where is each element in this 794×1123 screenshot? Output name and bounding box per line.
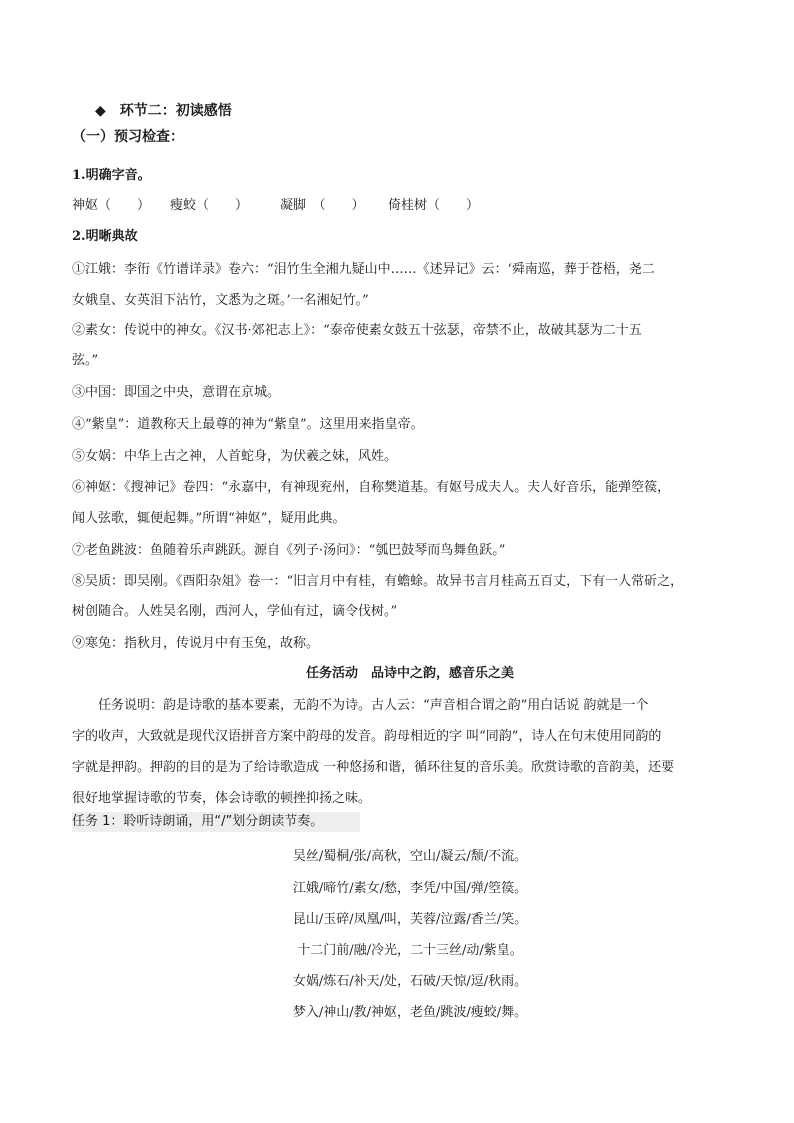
section-heading	[95, 103, 232, 119]
note-line: ⑨寒兔：指秋月，传说月中有玉兔，故称。	[72, 636, 320, 651]
blank-item: 凝脚 （ ）	[280, 198, 365, 213]
poem-line: 梦入/神山/教/神妪，老鱼/跳波/瘦蛟/舞。	[292, 1005, 528, 1020]
note-line: 闻人弦歌，辄便起舞。”所谓“神妪”，疑用此典。	[72, 511, 346, 526]
activity-desc-line: 很好地掌握诗歌的节奏，体会诗歌的顿挫抑扬之味。	[72, 791, 372, 806]
note-line: 女娥皇、女英泪下沾竹，文悉为之斑。’一名湘妃竹。”	[72, 293, 369, 308]
note-line: ⑤女娲：中华上古之神，人首蛇身，为伏羲之妹，风姓。	[72, 449, 398, 464]
diamond-bullet-icon: ◆	[95, 103, 106, 119]
poem-line: 十二门前/融/冷光，二十三丝/动/紫皇。	[297, 943, 523, 958]
activity-desc-line: 任务说明：韵是诗歌的基本要素，无韵不为诗。古人云：“声音相合谓之韵”用白话说 韵就是一个	[98, 698, 649, 713]
note-line: ⑦老鱼跳波：鱼随着乐声跳跃。源自《列子·汤问》：“瓠巴鼓琴而鸟舞鱼跃。”	[72, 543, 506, 558]
note-line: 弦。”	[72, 353, 99, 368]
activity-desc-line: 字的收声，大致就是现代汉语拼音方案中韵母的发音。韵母相近的字 叫“同韵”，诗人在句末使用同韵的	[72, 729, 662, 744]
note-line: ②素女：传说中的神女。《汉书·郊祀志上》：“泰帝使素女鼓五十弦瑟，帝禁不止，故破其瑟为二十五	[72, 323, 642, 338]
note-line: ③中国：即国之中央，意谓在京城。	[72, 385, 281, 400]
blank-item: 神妪（ ）	[72, 198, 151, 213]
activity-title: 任务活动 品诗中之韵，感音乐之美	[305, 666, 514, 681]
q1-title: 1.明确字音。	[72, 168, 151, 183]
note-line: ①江娥：李衎《竹谱详录》卷六：“泪竹生全湘九疑山中……《述异记》云：‘舜南巡，葬于苍梧，尧二	[72, 262, 655, 277]
poem-line: 吴丝/蜀桐/张/高秋，空山/凝云/颓/不流。	[292, 849, 528, 864]
q2-title: 2.明晰典故	[72, 229, 138, 244]
note-line: ⑧吴质：即吴刚。《酉阳杂俎》卷一：“旧言月中有桂，有蟾蜍。故异书言月桂高五百丈，下有一人常斫之，	[72, 574, 684, 589]
note-line: ④“紫皇”：道教称天上最尊的神为“紫皇”。这里用来指皇帝。	[72, 417, 424, 432]
activity-desc-line: 字就是押韵。押韵的目的是为了给诗歌造成 一种悠扬和谐，循环往复的音乐美。欣赏诗歌的音韵美，还要	[72, 760, 675, 775]
poem-line: 江娥/啼竹/素女/愁，李凭/中国/弹/箜篌。	[292, 881, 528, 896]
task1-instruction: 任务 1：聆听诗朗诵，用“/”划分朗读节奏。	[72, 814, 324, 829]
note-line: 树创随合。人姓吴名刚，西河人，学仙有过，谪令伐树。”	[72, 604, 398, 619]
pronunciation-row	[72, 198, 479, 214]
note-line: ⑥神妪：《搜神记》卷四：“永嘉中，有神现兖州，自称樊道基。有妪号成夫人。夫人好音乐，能弹箜篌，	[72, 480, 671, 495]
subsection-title: （一）预习检查：	[72, 129, 184, 145]
blank-item: 瘦蛟（ ）	[170, 198, 249, 213]
section-title: 环节二：初读感悟	[119, 103, 232, 119]
poem-line: 女娲/炼石/补天/处，石破/天惊/逗/秋雨。	[292, 974, 528, 989]
blank-item: 倚桂树（ ）	[388, 198, 480, 213]
poem-line: 昆山/玉碎/凤凰/叫，芙蓉/泣露/香兰/笑。	[292, 912, 528, 927]
